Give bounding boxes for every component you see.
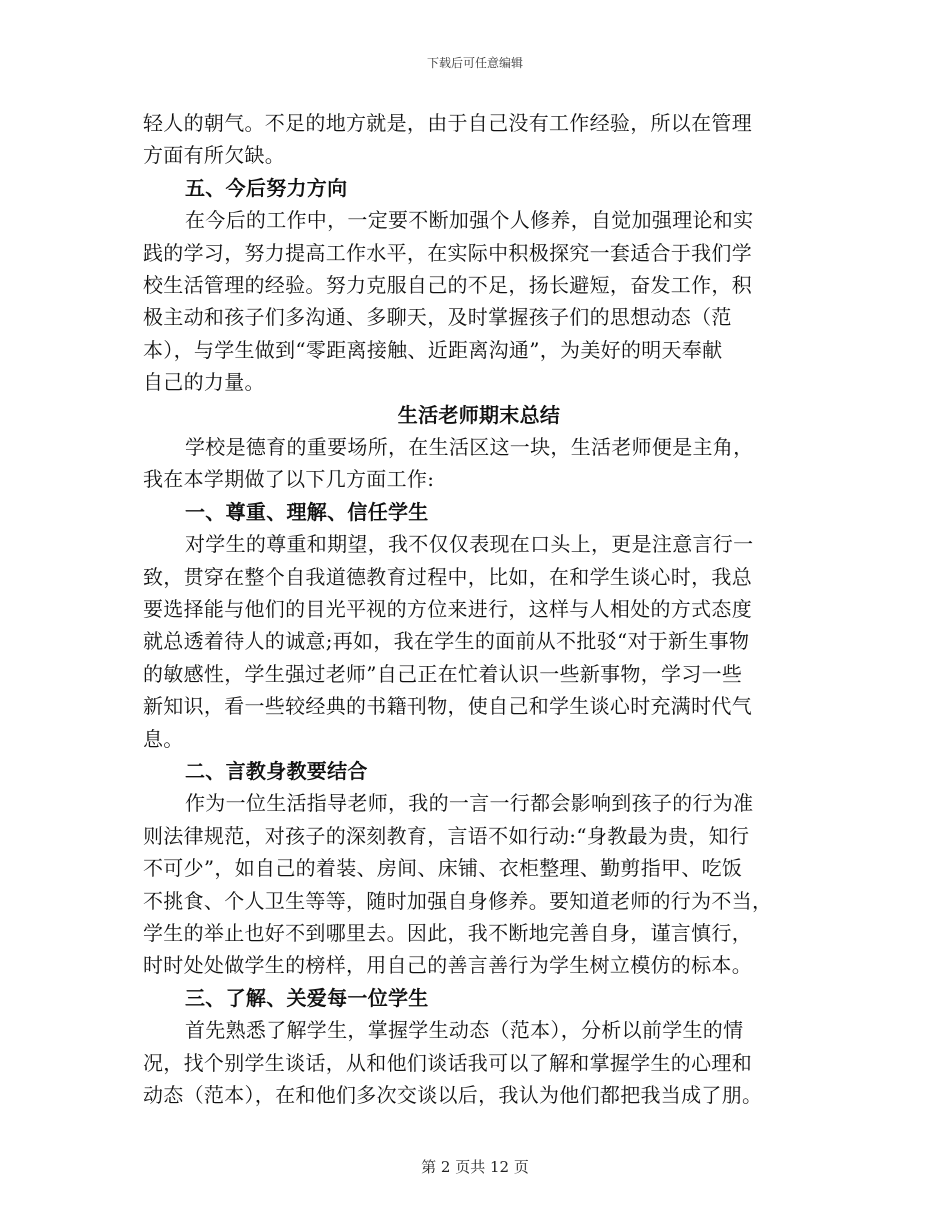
body-text-line: 时时处处做学生的榜样，用自己的善言善行为学生树立模仿的标本。 [143,953,752,978]
body-text-line: 况，找个别学生谈话，从和他们谈话我可以了解和掌握学生的心理和 [143,1050,752,1075]
body-text-line: 的敏感性，学生强过老师”自己正在忙着认识一些新事物，学习一些 [143,661,743,686]
body-text-line: 动态（范本），在和他们多次交谈以后，我认为他们都把我当成了朋。 [143,1083,763,1107]
body-text-line: 要选择能与他们的目光平视的方位来进行，这样与人相处的方式态度 [143,597,752,621]
body-text-line: 轻人的朝气。不足的地方就是，由于自己没有工作经验，所以在管理 [143,111,752,135]
body-text-line: 新知识，看一些较经典的书籍刊物，使自己和学生谈心时充满时代气 [143,694,752,719]
body-text-line: 息。 [143,726,184,751]
section-heading: 二、言教身教要结合 [185,759,368,783]
body-text-line: 本），与学生做到“零距离接触、近距离沟通”，为美好的明天奉献 [143,337,723,362]
body-text-line: 极主动和孩子们多沟通、多聊天，及时掌握孩子们的思想动态（范 [143,305,732,330]
body-text-line: 不挑食、个人卫生等等，随时加强自身修养。要知道老师的行为不当， [143,888,773,913]
paragraph-first-line: 首先熟悉了解学生，掌握学生动态（范本），分析以前学生的情 [185,1018,744,1043]
section-heading: 五、今后努力方向 [185,175,348,200]
body-text-line: 学生的举止也好不到哪里去。因此，我不断地完善自身，谨言慎行， [143,921,752,945]
body-text-line: 校生活管理的经验。努力克服自己的不足，扬长避短，奋发工作，积 [143,273,752,297]
body-text-line: 就总透着待人的诚意;再如，我在学生的面前从不批驳“对于新生事物 [143,629,750,654]
body-text-line: 践的学习，努力提高工作水平，在实际中积极探究一套适合于我们学 [143,240,752,265]
paragraph-first-line: 作为一位生活指导老师，我的一言一行都会影响到孩子的行为准 [185,791,754,816]
body-text-line: 自己的力量。 [143,370,265,395]
paragraph-first-line: 对学生的尊重和期望，我不仅仅表现在口头上，更是注意言行一 [185,532,754,557]
paragraph-first-line: 学校是德育的重要场所，在生活区这一块，生活老师便是主角， [185,435,754,459]
paragraph-first-line: 在今后的工作中，一定要不断加强个人修养，自觉加强理论和实 [185,208,754,233]
body-text-line: 则法律规范，对孩子的深刻教育，言语不如行动:“身教最为贵，知行 [143,823,750,848]
section-heading: 三、了解、关爱每一位学生 [185,985,429,1010]
body-text-line: 致，贯穿在整个自我道德教育过程中，比如，在和学生谈心时，我总 [143,564,752,589]
page-footer: 第 2 页共 12 页 [421,1158,529,1176]
body-text-line: 方面有所欠缺。 [143,143,286,168]
body-text-line: 不可少”，如自己的着装、房间、床铺、衣柜整理、勤剪指甲、吃饭 [143,856,743,881]
page-header: 下载后可任意编辑 [426,56,523,70]
section-heading: 一、尊重、理解、信任学生 [185,499,429,524]
document-title: 生活老师期末总结 [397,402,561,427]
body-text-line: 我在本学期做了以下几方面工作: [143,467,435,492]
